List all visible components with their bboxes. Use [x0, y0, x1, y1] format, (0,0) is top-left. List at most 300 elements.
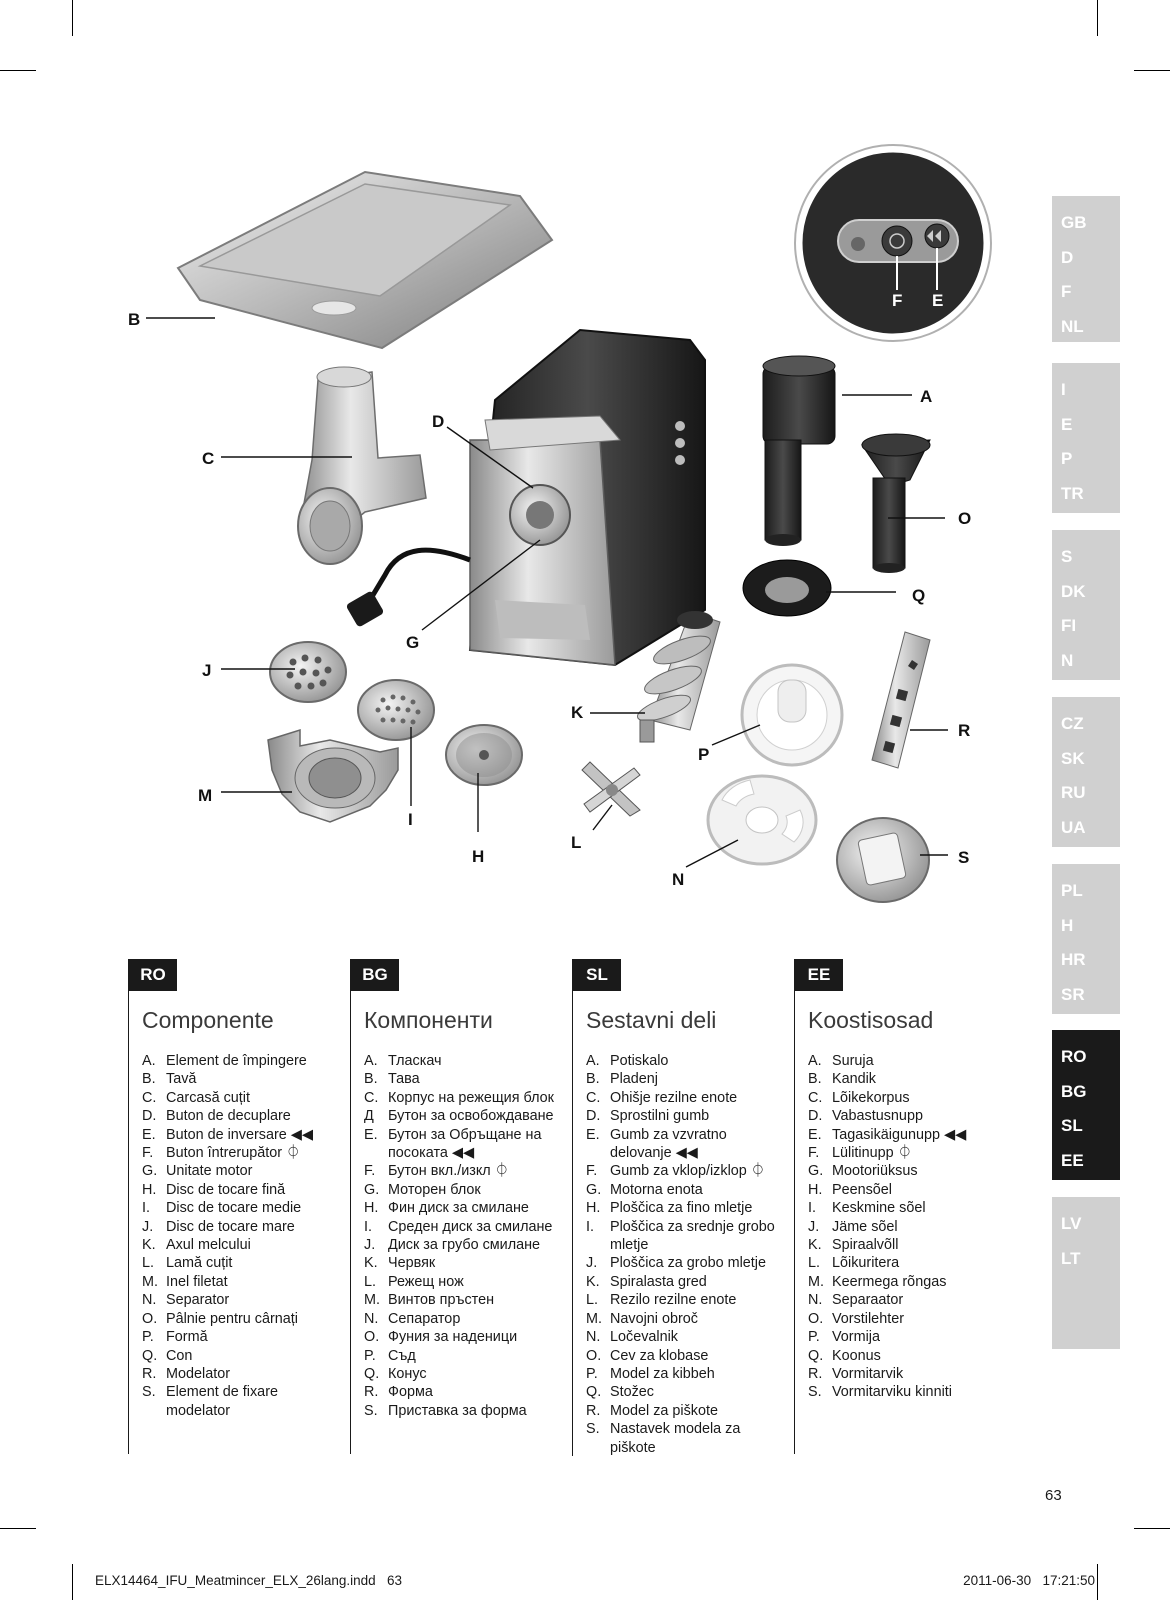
crop-mark [1097, 0, 1098, 36]
component-item [364, 1052, 554, 1070]
item-text: Червяк [388, 1255, 436, 1272]
section-title: Sestavni deli [586, 1007, 717, 1033]
item-text: Съд [388, 1347, 416, 1364]
item-letter: K. [142, 1237, 156, 1254]
lang-tab-s: S [1061, 547, 1073, 566]
component-item [586, 1254, 775, 1272]
item-letter: N. [586, 1329, 601, 1346]
lang-tab-lv: LV [1061, 1214, 1082, 1233]
component-item [142, 1347, 313, 1365]
item-letter: K. [808, 1237, 822, 1254]
item-text: Disc de tocare medie [166, 1200, 302, 1217]
component-item [142, 1052, 313, 1070]
page-number: 63 [1045, 1487, 1062, 1504]
component-item [808, 1254, 966, 1272]
item-letter: A. [142, 1053, 156, 1069]
component-item [808, 1199, 966, 1217]
item-text: Gumb za vklop/izklop ⏀ [610, 1163, 766, 1180]
item-text: Форма [388, 1384, 433, 1401]
component-item [142, 1218, 313, 1236]
item-letter: K. [364, 1255, 378, 1272]
component-item [142, 1254, 313, 1272]
item-text: Режещ нож [388, 1273, 464, 1290]
component-item [142, 1402, 313, 1420]
item-letter: J. [808, 1218, 820, 1235]
item-letter: I. [364, 1218, 372, 1235]
item-text: Modelator [166, 1365, 230, 1382]
item-letter: N. [142, 1292, 157, 1309]
coarse-disc-illustration [270, 642, 346, 702]
pusher-illustration [763, 356, 835, 546]
item-text: Axul melcului [166, 1237, 251, 1254]
component-item [586, 1420, 775, 1438]
component-item [586, 1402, 775, 1420]
lang-tab-group-7 [1052, 1197, 1120, 1349]
item-text: Model za kibbeh [610, 1365, 715, 1382]
component-item [586, 1328, 775, 1346]
component-item [142, 1070, 313, 1088]
item-letter: Д [364, 1108, 374, 1125]
item-letter: F. [364, 1163, 376, 1180]
item-letter: G. [808, 1163, 824, 1180]
component-item [586, 1107, 775, 1125]
item-text: delovanje ◀◀ [610, 1145, 698, 1162]
component-item [142, 1107, 313, 1125]
item-letter: N. [808, 1292, 823, 1309]
item-letter: L. [364, 1273, 377, 1290]
component-item [808, 1383, 966, 1401]
item-letter: E. [142, 1126, 156, 1143]
item-letter: Q. [808, 1347, 824, 1364]
component-list [142, 1052, 313, 1420]
lang-tab-pl: PL [1061, 881, 1083, 900]
item-letter: H. [364, 1200, 379, 1217]
callout-g: G [406, 633, 420, 652]
crop-mark [0, 1528, 36, 1529]
lang-tab-h: H [1061, 915, 1074, 935]
component-item [808, 1070, 966, 1088]
item-text: Separaator [832, 1292, 904, 1309]
component-item [142, 1162, 313, 1180]
item-text: Конус [388, 1365, 427, 1382]
component-item [586, 1218, 775, 1236]
item-text: Сепаратор [388, 1310, 461, 1327]
component-item [808, 1162, 966, 1180]
component-item [586, 1347, 775, 1365]
item-text: Vormija [832, 1329, 880, 1346]
component-item [586, 1310, 775, 1328]
component-item [586, 1162, 775, 1180]
component-item [364, 1144, 554, 1162]
item-text: Spiralasta gred [610, 1273, 707, 1290]
item-letter: P. [808, 1329, 820, 1346]
component-item [142, 1236, 313, 1254]
threaded-ring-illustration [268, 730, 398, 822]
component-item [142, 1365, 313, 1383]
item-text: Vormitarvik [832, 1365, 904, 1382]
item-letter: O. [364, 1329, 380, 1346]
lang-tab-sk: SK [1061, 748, 1085, 768]
item-letter: C. [364, 1089, 379, 1106]
item-letter: L. [142, 1255, 155, 1272]
item-letter: R. [142, 1365, 157, 1382]
item-text: Lõikekorpus [832, 1089, 910, 1106]
item-letter [586, 1439, 610, 1457]
lang-tab-ua: UA [1061, 817, 1086, 837]
callout-k: K [571, 703, 584, 722]
callout-d: D [432, 412, 445, 431]
item-letter: F. [808, 1145, 820, 1162]
item-letter: P. [364, 1347, 376, 1364]
component-item [142, 1328, 313, 1346]
lang-tab-ee: EE [1061, 1150, 1084, 1170]
item-text: Бутон вкл./изкл ⏀ [388, 1163, 510, 1180]
item-text: Disc de tocare fină [166, 1181, 286, 1198]
cutter-blade-illustration [582, 762, 640, 816]
section-title: Koostisosad [808, 1007, 934, 1033]
item-text: Lamă cuțit [166, 1255, 233, 1272]
item-text: Tavă [166, 1071, 197, 1088]
cone-illustration [743, 560, 831, 616]
item-letter: D. [142, 1108, 157, 1125]
item-letter: A. [586, 1053, 600, 1069]
component-item [586, 1365, 775, 1383]
item-letter: P. [586, 1365, 598, 1382]
lang-tab-hr: HR [1061, 950, 1086, 969]
item-letter: S. [586, 1421, 600, 1438]
column-ee [794, 959, 1000, 1454]
item-letter: L. [586, 1292, 599, 1309]
lang-tab-bg: BG [1061, 1081, 1087, 1101]
lang-tab-p: P [1061, 449, 1073, 468]
item-text: Vorstilehter [832, 1310, 904, 1327]
lang-tab-sl: SL [1061, 1116, 1083, 1135]
item-letter: J. [364, 1237, 376, 1254]
item-letter: K. [586, 1273, 600, 1290]
component-item [808, 1181, 966, 1199]
component-item [808, 1236, 966, 1254]
item-text: Spiraalvõll [832, 1237, 899, 1254]
item-text: Ploščica za grobo mletje [610, 1255, 766, 1272]
lang-tab-gb: GB [1061, 213, 1087, 232]
item-letter: I. [586, 1218, 594, 1235]
item-text: Приставка за форма [388, 1402, 527, 1419]
item-text: Keermega rõngas [832, 1273, 947, 1290]
component-item [364, 1254, 554, 1272]
callout-m: M [198, 786, 213, 805]
component-item [364, 1070, 554, 1088]
callout-h: H [472, 847, 485, 866]
callout-q: Q [912, 586, 926, 605]
item-letter: I. [142, 1200, 150, 1217]
item-letter: R. [808, 1365, 823, 1382]
item-text: Ohišje rezilne enote [610, 1089, 738, 1106]
component-item [808, 1328, 966, 1346]
component-item [142, 1144, 313, 1162]
component-item [586, 1439, 775, 1457]
item-letter: Q. [142, 1347, 158, 1364]
item-text: mletje [610, 1237, 649, 1254]
callout-l: L [571, 833, 582, 852]
item-text: Buton de inversare ◀◀ [166, 1126, 313, 1143]
item-text: Фуния за наденици [388, 1329, 518, 1346]
callout-f: F [892, 291, 903, 310]
component-item [142, 1291, 313, 1309]
item-letter: G. [364, 1181, 380, 1198]
crop-mark [72, 1564, 73, 1600]
item-letter [586, 1144, 610, 1162]
lang-tab-group-1 [1052, 196, 1120, 342]
kibbeh-shaper-illustration [742, 665, 842, 765]
item-letter: J. [586, 1255, 598, 1272]
component-item [364, 1402, 554, 1420]
item-text: Con [166, 1347, 193, 1364]
item-letter: A. [364, 1053, 378, 1069]
callout-s: S [958, 848, 970, 867]
item-letter: M. [586, 1310, 602, 1327]
component-item [808, 1126, 966, 1144]
separator-illustration [708, 776, 816, 864]
lang-tab-group-3 [1052, 530, 1120, 680]
item-text: modelator [166, 1402, 230, 1419]
item-letter: S. [364, 1402, 378, 1419]
lang-tab-group-6-active [1052, 1030, 1120, 1180]
item-text: Ločevalnik [610, 1329, 678, 1346]
component-item [364, 1310, 554, 1328]
lang-tab-d: D [1061, 247, 1074, 267]
component-item [586, 1126, 775, 1144]
component-item [586, 1052, 775, 1070]
item-text: Motorna enota [610, 1181, 703, 1198]
component-item [142, 1383, 313, 1401]
item-text: Тава [388, 1071, 420, 1088]
item-text: Navojni obroč [610, 1310, 698, 1327]
item-text: Rezilo rezilne enote [610, 1292, 737, 1309]
lang-tab-lt: LT [1061, 1248, 1081, 1268]
item-text: Диск за грубо смилане [388, 1237, 541, 1254]
callout-b: B [128, 310, 141, 329]
item-text: Kandik [832, 1071, 877, 1088]
component-item [364, 1199, 554, 1217]
component-item [142, 1310, 313, 1328]
component-item [586, 1089, 775, 1107]
column-bg [350, 959, 556, 1454]
component-item [808, 1347, 966, 1365]
item-text: Ploščica za srednje grobo [610, 1218, 775, 1235]
item-text: Separator [166, 1292, 230, 1309]
item-letter: I. [808, 1200, 816, 1217]
component-item [808, 1089, 966, 1107]
component-item [808, 1310, 966, 1328]
control-panel-inset [795, 145, 991, 341]
lang-tab-tr: TR [1061, 483, 1084, 503]
item-letter: A. [808, 1053, 822, 1069]
lang-tab-nl: NL [1061, 316, 1084, 336]
item-letter: S. [808, 1384, 822, 1401]
item-text: Lülitinupp ⏀ [832, 1145, 912, 1162]
item-letter: R. [364, 1384, 379, 1401]
component-item [364, 1236, 554, 1254]
cookie-shaper-illustration [872, 632, 930, 768]
item-text: Sprostilni gumb [610, 1108, 710, 1125]
shaper-attachment-illustration [837, 818, 929, 902]
component-item [808, 1144, 966, 1162]
item-letter: H. [808, 1181, 823, 1198]
item-letter: O. [142, 1310, 158, 1327]
component-item [142, 1181, 313, 1199]
item-letter: R. [586, 1402, 601, 1419]
component-item [364, 1107, 554, 1125]
item-text: Моторен блок [388, 1181, 481, 1198]
item-text: Gumb za vzvratno [610, 1126, 727, 1143]
item-text: Фин диск за смилане [388, 1200, 529, 1217]
callout-e: E [932, 291, 944, 310]
item-letter: M. [364, 1292, 380, 1309]
item-text: Tagasikäigunupp ◀◀ [832, 1126, 967, 1143]
lang-tab-sr: SR [1061, 984, 1085, 1004]
item-letter: Q. [364, 1365, 380, 1382]
language-tag: SL [573, 959, 621, 991]
component-item [808, 1365, 966, 1383]
item-letter: H. [586, 1200, 601, 1217]
item-text: Тласкач [388, 1053, 442, 1069]
item-text: Buton de decuplare [166, 1108, 291, 1125]
footer-file: ELX14464_IFU_Meatmincer_ELX_26lang.indd 63 [95, 1573, 402, 1588]
item-letter: B. [142, 1071, 156, 1088]
item-text: Formă [166, 1329, 208, 1346]
item-letter: J. [142, 1218, 154, 1235]
item-text: Vabastusnupp [832, 1108, 923, 1125]
sausage-funnel-illustration [862, 434, 930, 573]
component-list [364, 1052, 554, 1420]
item-text: Pladenj [610, 1071, 659, 1088]
crop-mark [1134, 70, 1170, 71]
item-letter: B. [586, 1071, 600, 1088]
callout-j: J [202, 661, 212, 680]
item-text: Peensõel [832, 1181, 893, 1198]
item-letter: C. [808, 1089, 823, 1106]
component-item [364, 1162, 554, 1180]
callout-n: N [672, 870, 685, 889]
item-letter: F. [586, 1163, 598, 1180]
item-letter: Q. [586, 1384, 602, 1401]
item-text: Корпус на режещия блок [388, 1089, 554, 1106]
footer-timestamp: 2011-06-30 17:21:50 [963, 1573, 1095, 1588]
lang-tab-ru: RU [1061, 783, 1086, 802]
component-item [586, 1070, 775, 1088]
lang-tab-ro: RO [1061, 1047, 1087, 1066]
language-tag: RO [129, 959, 177, 991]
section-title: Компоненти [364, 1007, 493, 1033]
callout-a: A [920, 387, 933, 406]
language-tag: BG [351, 959, 399, 991]
item-text: piškote [610, 1439, 656, 1456]
print-footer [95, 1573, 1095, 1588]
column-ro [128, 959, 334, 1454]
column-sl [572, 959, 778, 1456]
component-item [808, 1052, 966, 1070]
component-item [586, 1236, 775, 1254]
cutter-housing-illustration [298, 367, 426, 564]
item-text: Model za piškote [610, 1402, 718, 1419]
component-item [586, 1199, 775, 1217]
item-letter: G. [142, 1163, 158, 1180]
item-text: Keskmine sõel [832, 1200, 926, 1217]
item-letter: C. [586, 1089, 601, 1106]
item-letter: D. [808, 1108, 823, 1125]
item-text: Inel filetat [166, 1273, 228, 1290]
item-text: Cev za klobase [610, 1347, 709, 1364]
item-text: Potiskalo [610, 1053, 669, 1069]
lang-tab-cz: CZ [1061, 714, 1084, 733]
lang-tab-group-5 [1052, 864, 1120, 1014]
lang-tab-fi: FI [1061, 616, 1077, 635]
callout-p: P [698, 745, 710, 764]
item-text: Nastavek modela za [610, 1421, 741, 1438]
item-letter: H. [142, 1181, 157, 1198]
item-letter [586, 1236, 610, 1254]
lang-tab-f: F [1061, 282, 1072, 301]
item-letter: M. [142, 1273, 158, 1290]
item-letter: B. [808, 1071, 822, 1088]
item-text: Element de împingere [166, 1053, 307, 1069]
item-letter [142, 1402, 166, 1420]
component-item [142, 1089, 313, 1107]
item-letter: E. [364, 1126, 378, 1143]
component-item [586, 1383, 775, 1401]
component-item [586, 1181, 775, 1199]
callout-i: I [408, 810, 413, 829]
component-item [364, 1328, 554, 1346]
component-item [586, 1291, 775, 1309]
component-item [142, 1126, 313, 1144]
crop-mark [1134, 1528, 1170, 1529]
component-item [364, 1126, 554, 1144]
item-letter: E. [586, 1126, 600, 1143]
item-text: Unitate motor [166, 1163, 253, 1180]
item-text: Disc de tocare mare [166, 1218, 295, 1235]
item-text: Buton întrerupător ⏀ [166, 1145, 301, 1162]
item-letter: P. [142, 1329, 154, 1346]
item-text: Винтов пръстен [388, 1292, 495, 1309]
component-item [586, 1273, 775, 1291]
component-list [808, 1052, 966, 1402]
item-text: Carcasă cuțit [166, 1089, 250, 1106]
component-item [808, 1107, 966, 1125]
callout-r: R [958, 721, 971, 740]
item-text: Pâlnie pentru cârnați [166, 1310, 298, 1327]
item-letter: E. [808, 1126, 822, 1143]
component-item [364, 1347, 554, 1365]
item-letter: G. [586, 1181, 602, 1198]
item-text: Ploščica za fino mletje [610, 1200, 753, 1217]
item-letter: D. [586, 1108, 601, 1125]
component-item [364, 1089, 554, 1107]
medium-disc-illustration [358, 680, 434, 740]
lang-tab-e: E [1061, 414, 1073, 434]
lang-tab-dk: DK [1061, 581, 1086, 601]
component-item [364, 1273, 554, 1291]
item-letter: B. [364, 1071, 378, 1088]
crop-mark [1097, 1564, 1098, 1600]
item-letter: N. [364, 1310, 379, 1327]
item-text: Stožec [610, 1384, 654, 1401]
language-tag: EE [795, 959, 843, 991]
item-text: Среден диск за смилане [388, 1218, 553, 1235]
lang-tab-group-4 [1052, 697, 1120, 847]
section-title: Componente [142, 1007, 274, 1033]
item-text: Бутон за освобождаване [388, 1108, 554, 1125]
